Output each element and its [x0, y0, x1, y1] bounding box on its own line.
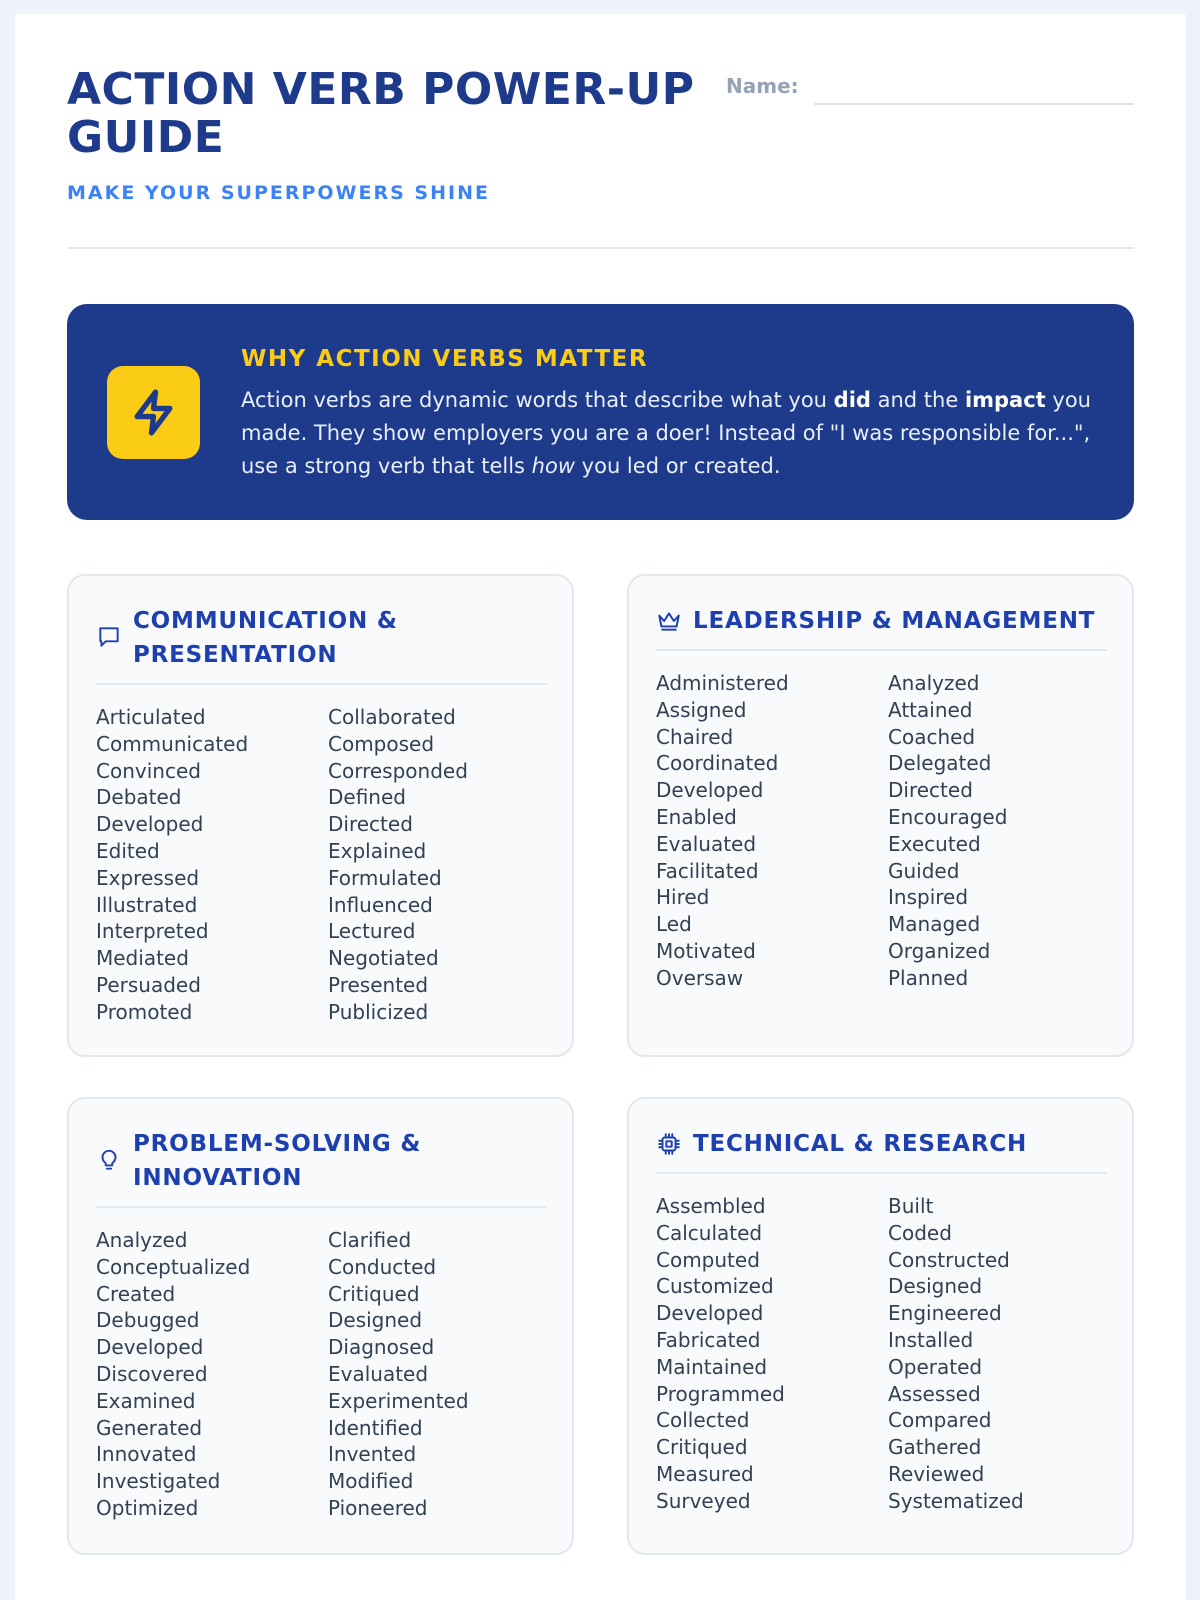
verb-item: Oversaw [656, 965, 744, 990]
verb-item: Generated [96, 1415, 203, 1440]
verb-item: Collaborated [328, 705, 456, 729]
verb-item: Executed [888, 831, 981, 856]
card-problem-solving [67, 1097, 574, 1555]
crown-icon [656, 608, 682, 634]
card-technical [627, 1097, 1134, 1555]
card-divider [656, 649, 1107, 651]
verb-item: Developed [96, 1335, 204, 1360]
verb-item: Calculated [656, 1220, 763, 1245]
card-communication [67, 574, 574, 1057]
verb-item: Discovered [96, 1361, 208, 1386]
verb-item: Mediated [96, 946, 189, 971]
verb-item: Defined [328, 785, 406, 810]
verb-item: Fabricated [656, 1327, 761, 1352]
page-subtitle: MAKE YOUR SUPERPOWERS SHINE [67, 182, 490, 204]
verb-list [656, 670, 1116, 992]
verb-item: Analyzed [96, 1228, 188, 1252]
verb-item: Computed [656, 1247, 760, 1272]
verb-item: Maintained [656, 1354, 768, 1379]
verb-item: Invented [328, 1442, 417, 1467]
verb-item: Attained [888, 697, 973, 722]
verb-item: Constructed [888, 1247, 1010, 1272]
verb-item: Examined [96, 1388, 196, 1413]
verb-item: Guided [888, 858, 960, 883]
verb-item: Coordinated [656, 751, 779, 776]
verb-item: Expressed [96, 865, 200, 890]
verb-list [96, 1227, 556, 1522]
verb-item: Conducted [328, 1254, 437, 1279]
verb-item: Publicized [328, 999, 429, 1024]
verb-item: Identified [328, 1415, 423, 1440]
banner-text: Action verbs are dynamic words that describe what you did and the impact you made. They show employers you are a doer! Instead of "I was responsible for...", use a strong verb that tells how you led or created. [241, 388, 1091, 478]
verb-item: Assigned [656, 697, 747, 722]
card-title: COMMUNICATION & PRESENTATION [133, 608, 398, 668]
verb-item: Developed [656, 1301, 764, 1326]
verb-item: Convinced [96, 758, 201, 783]
verb-item: Articulated [96, 705, 206, 729]
verb-item: Evaluated [328, 1361, 429, 1386]
verb-item: Gathered [888, 1435, 982, 1460]
verb-item: Built [888, 1194, 934, 1218]
page-title: ACTION VERB POWER-UP GUIDE [67, 64, 695, 163]
verb-item: Designed [328, 1308, 423, 1333]
card-title: LEADERSHIP & MANAGEMENT [693, 608, 1096, 634]
verb-item: Pioneered [328, 1495, 428, 1520]
verb-item: Delegated [888, 751, 992, 776]
verb-item: Critiqued [328, 1281, 420, 1306]
verb-item: Formulated [328, 865, 442, 890]
verb-item: Modified [328, 1469, 414, 1494]
verb-item: Operated [888, 1354, 983, 1379]
info-banner [67, 304, 1134, 520]
verb-item: Customized [656, 1274, 774, 1299]
verb-item: Assembled [656, 1194, 766, 1218]
verb-item: Evaluated [656, 831, 757, 856]
verb-item: Planned [888, 965, 969, 990]
verb-item: Diagnosed [328, 1335, 435, 1360]
verb-item: Motivated [656, 938, 756, 963]
verb-item: Organized [888, 938, 991, 963]
card-title: TECHNICAL & RESEARCH [693, 1131, 1028, 1157]
verb-item: Composed [328, 731, 435, 756]
verb-item: Inspired [888, 885, 969, 910]
verb-item: Clarified [328, 1228, 412, 1252]
verb-item: Explained [328, 838, 427, 863]
verb-item: Reviewed [888, 1461, 985, 1486]
verb-item: Programmed [656, 1381, 785, 1406]
verb-item: Persuaded [96, 972, 201, 997]
header-divider [67, 247, 1134, 249]
verb-item: Compared [888, 1408, 992, 1433]
cpu-chip-icon [656, 1131, 682, 1157]
verb-item: Developed [96, 812, 204, 837]
verb-item: Illustrated [96, 892, 198, 917]
verb-item: Directed [328, 812, 413, 837]
card-divider [96, 1206, 547, 1208]
verb-item: Interpreted [96, 919, 209, 944]
verb-item: Installed [888, 1327, 974, 1352]
verb-item: Coached [888, 724, 976, 749]
verb-item: Surveyed [656, 1488, 751, 1513]
banner-italic-how: how [531, 454, 575, 478]
verb-item: Edited [96, 838, 160, 863]
verb-item: Negotiated [328, 946, 439, 971]
verb-item: Measured [656, 1461, 754, 1486]
card-divider [656, 1172, 1107, 1174]
verb-item: Created [96, 1281, 176, 1306]
verb-item: Corresponded [328, 758, 468, 783]
verb-item: Presented [328, 972, 429, 997]
verb-item: Investigated [96, 1469, 221, 1494]
speech-bubble-icon [96, 624, 122, 650]
verb-item: Collected [656, 1408, 750, 1433]
card-divider [96, 683, 547, 685]
lightbulb-icon [96, 1147, 122, 1173]
verb-list [96, 704, 556, 1026]
verb-item: Debated [96, 785, 182, 810]
verb-item: Assessed [888, 1381, 981, 1406]
verb-item: Engineered [888, 1301, 1002, 1326]
card-title: PROBLEM-SOLVING & INNOVATION [133, 1131, 422, 1191]
lightning-bolt-icon [107, 366, 200, 459]
verb-item: Facilitated [656, 858, 759, 883]
verb-item: Enabled [656, 804, 737, 829]
verb-item: Managed [888, 912, 981, 937]
verb-item: Chaired [656, 724, 734, 749]
banner-bold-did: did [833, 388, 871, 412]
verb-item: Administered [656, 671, 789, 695]
verb-item: Directed [888, 778, 973, 803]
verb-item: Encouraged [888, 804, 1008, 829]
verb-item: Coded [888, 1220, 952, 1245]
banner-title: WHY ACTION VERBS MATTER [241, 346, 649, 372]
banner-bold-impact: impact [964, 388, 1046, 412]
verb-item: Debugged [96, 1308, 200, 1333]
verb-item: Influenced [328, 892, 433, 917]
verb-item: Conceptualized [96, 1254, 251, 1279]
verb-item: Lectured [328, 919, 416, 944]
verb-item: Experimented [328, 1388, 469, 1413]
verb-item: Systematized [888, 1488, 1024, 1513]
verb-item: Optimized [96, 1495, 199, 1520]
name-field[interactable] [814, 103, 1134, 105]
verb-item: Designed [888, 1274, 983, 1299]
verb-item: Developed [656, 778, 764, 803]
verb-item: Hired [656, 885, 710, 910]
verb-item: Analyzed [888, 671, 980, 695]
verb-item: Led [656, 912, 692, 937]
card-leadership [627, 574, 1134, 1057]
name-label: Name: [726, 74, 799, 98]
verb-item: Critiqued [656, 1435, 748, 1460]
verb-item: Innovated [96, 1442, 197, 1467]
verb-list [656, 1193, 1116, 1515]
verb-item: Communicated [96, 731, 249, 756]
verb-item: Promoted [96, 999, 193, 1024]
